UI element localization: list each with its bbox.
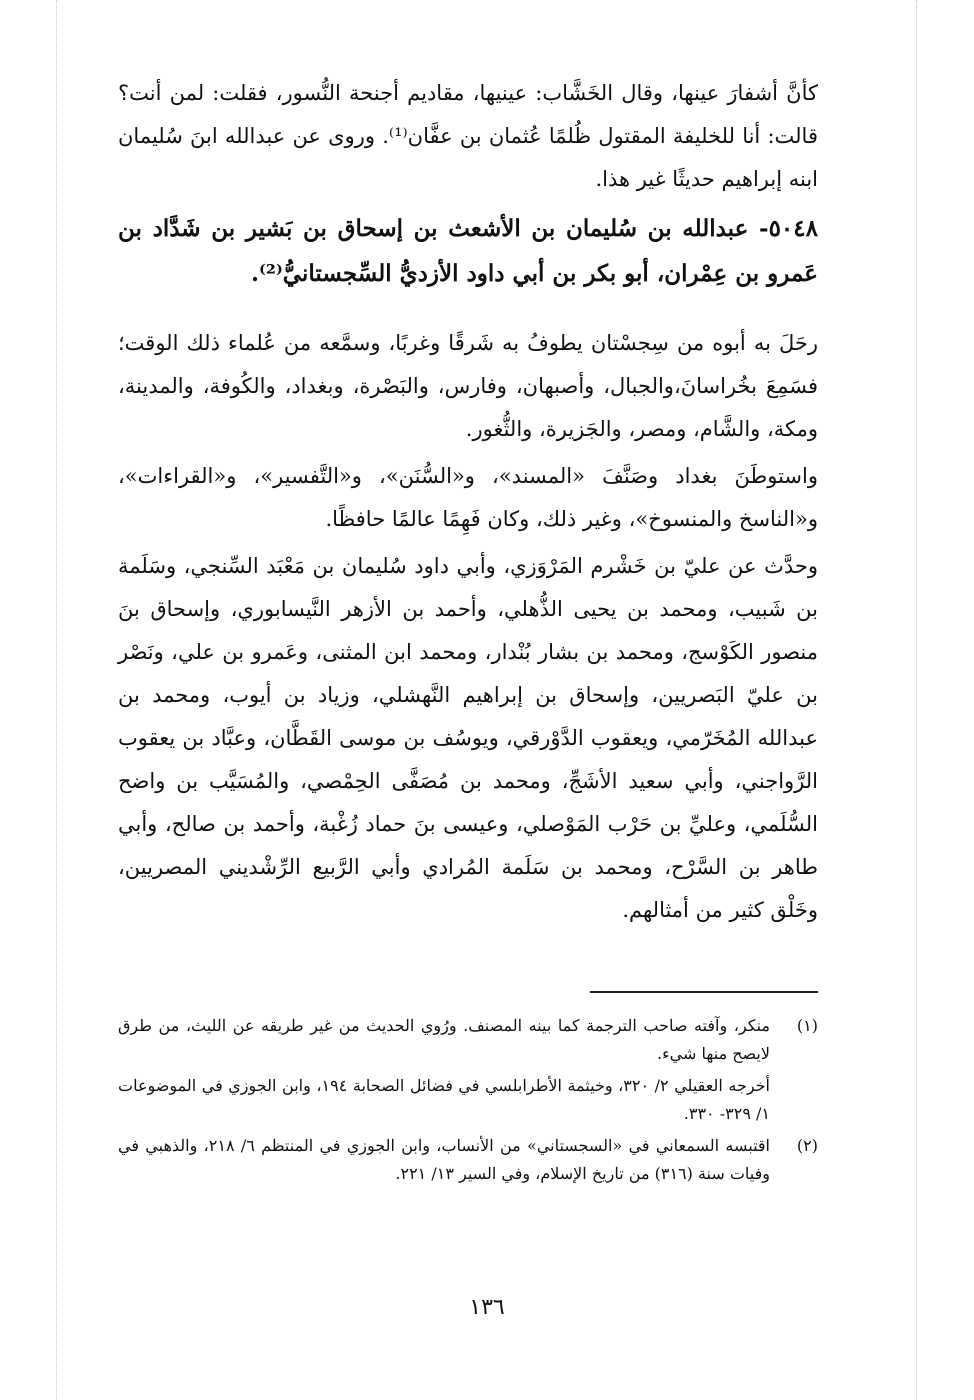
margin-guide-right [916, 0, 917, 1400]
entry-body [118, 322, 818, 932]
footnote-text: منكر، وآفته صاحب الترجمة كما بينه المصنف. ورُوي الحديث من غير طريقه عن الليث، من طرق لايصح منها شيء. [118, 1016, 771, 1063]
footnote-number: (١) [796, 1016, 818, 1035]
footnote-text: اقتبسه السمعاني في «السجستاني» من الأنساب، وابن الجوزي في المنتظم ٦/ ٢١٨، والذهبي في وفيات سنة (٣١٦) من تاريخ الإسلام، وفي السير ١٣/ ٢٢١. [118, 1136, 770, 1183]
paragraph: رحَلَ به أبوه من سِجسْتان يطوفُ به شَرقًا وغربًا، وسمَّعه من عُلماء ذلك الوقت؛ فسَمِعَ بخُراسانَ،والجبال، وأصبهان، وفارس، والبَصْرة، وبغداد، والكُوفة، والمدينة، ومكة، والشَّام، ومصر، والجَزيرة، والثُّغور. [118, 331, 818, 441]
paragraph: وحدَّث عن عليّ بن خَشْرم المَرْوَزي، وأبي داود سُليمان بن مَعْبَد السِّنجي، وسَلَمة بن شَبيب، ومحمد بن يحيى الذُّهلي، وأحمد بن الأزهر النَّيسابوري، وإسحاق بنَ منصور الكَوْسج، ومحمد بن بشار بُنْدار، ومحمد ابن المثنى، وعَمرو بن علي، ونَصْر بن عليّ البَصريين، وإسحاق بن إبراهيم النَّهشلي، وزياد بن أيوب، ومحمد بن عبدالله المُخَرّمي، ويعقوب الدَّوْرقي، ويوسُف بن موسى القَطَّان، وعبَّاد بن يعقوب الرَّواجني، وأبي سعيد الأشَجِّ، ومحمد بن مُصَفَّى الحِمْصي، والمُسَيَّب بن واضح السُّلَمي، وعليِّ بن حَرْب المَوْصلي، وعيسى بنَ حماد زُغْبة، وأحمد بن صالح، وأبي طاهر بن السَّرْح، ومحمد بن سَلَمة المُرادي وأبي الرَّبيع الرِّشْديني المصريين، وخَلْق كثير من أمثالهم. [118, 554, 818, 922]
opening-paragraph [118, 72, 818, 201]
page-number: ١٣٦ [469, 1295, 505, 1320]
footnote-1 [118, 1012, 818, 1068]
margin-guide-left [56, 0, 57, 1400]
entry-title: ٥٠٤٨- عبدالله بن سُليمان بن الأشعث بن إسحاق بن بَشير بن شَدَّاد بن عَمرو بن عِمْران، أبو بكر بن أبي داود الأزديُّ السِّجستانيُّ⁽²⁾. [118, 215, 818, 287]
paragraph: كأنَّ أشفارَ عينها، وقال الخَشَّاب: عينيها، مقاديم أجنحة النُّسور، فقلت: لمن أنت؟ قالت: أنا للخليفة المقتول ظُلمًا عُثمان بن عفَّان⁽¹⁾. وروى عن عبدالله ابنَ سُليمان ابنه إبراهيم حديثًا غير هذا. [118, 81, 818, 191]
footnotes [118, 1012, 818, 1192]
footnote-number: (٢) [796, 1136, 818, 1155]
paragraph: واستوطَنَ بغداد وصَنَّفَ «المسند»، و«السُّنَن»، و«التَّفسير»، و«القراءات»، و«الناسخ والمنسوخ»، وغير ذلك، وكان فَهِمًا عالمًا حافظًا. [118, 464, 818, 531]
footnote-separator [590, 991, 818, 993]
footnote-2 [118, 1132, 818, 1188]
entry-heading [118, 206, 818, 296]
footnote-1-continuation: أخرجه العقيلي ٢/ ٣٢٠، وخيثمة الأطرابلسي في فضائل الصحابة ١٩٤، وابن الجوزي في الموضوعات ١/ ٣٢٩- ٣٣٠. [118, 1076, 770, 1123]
